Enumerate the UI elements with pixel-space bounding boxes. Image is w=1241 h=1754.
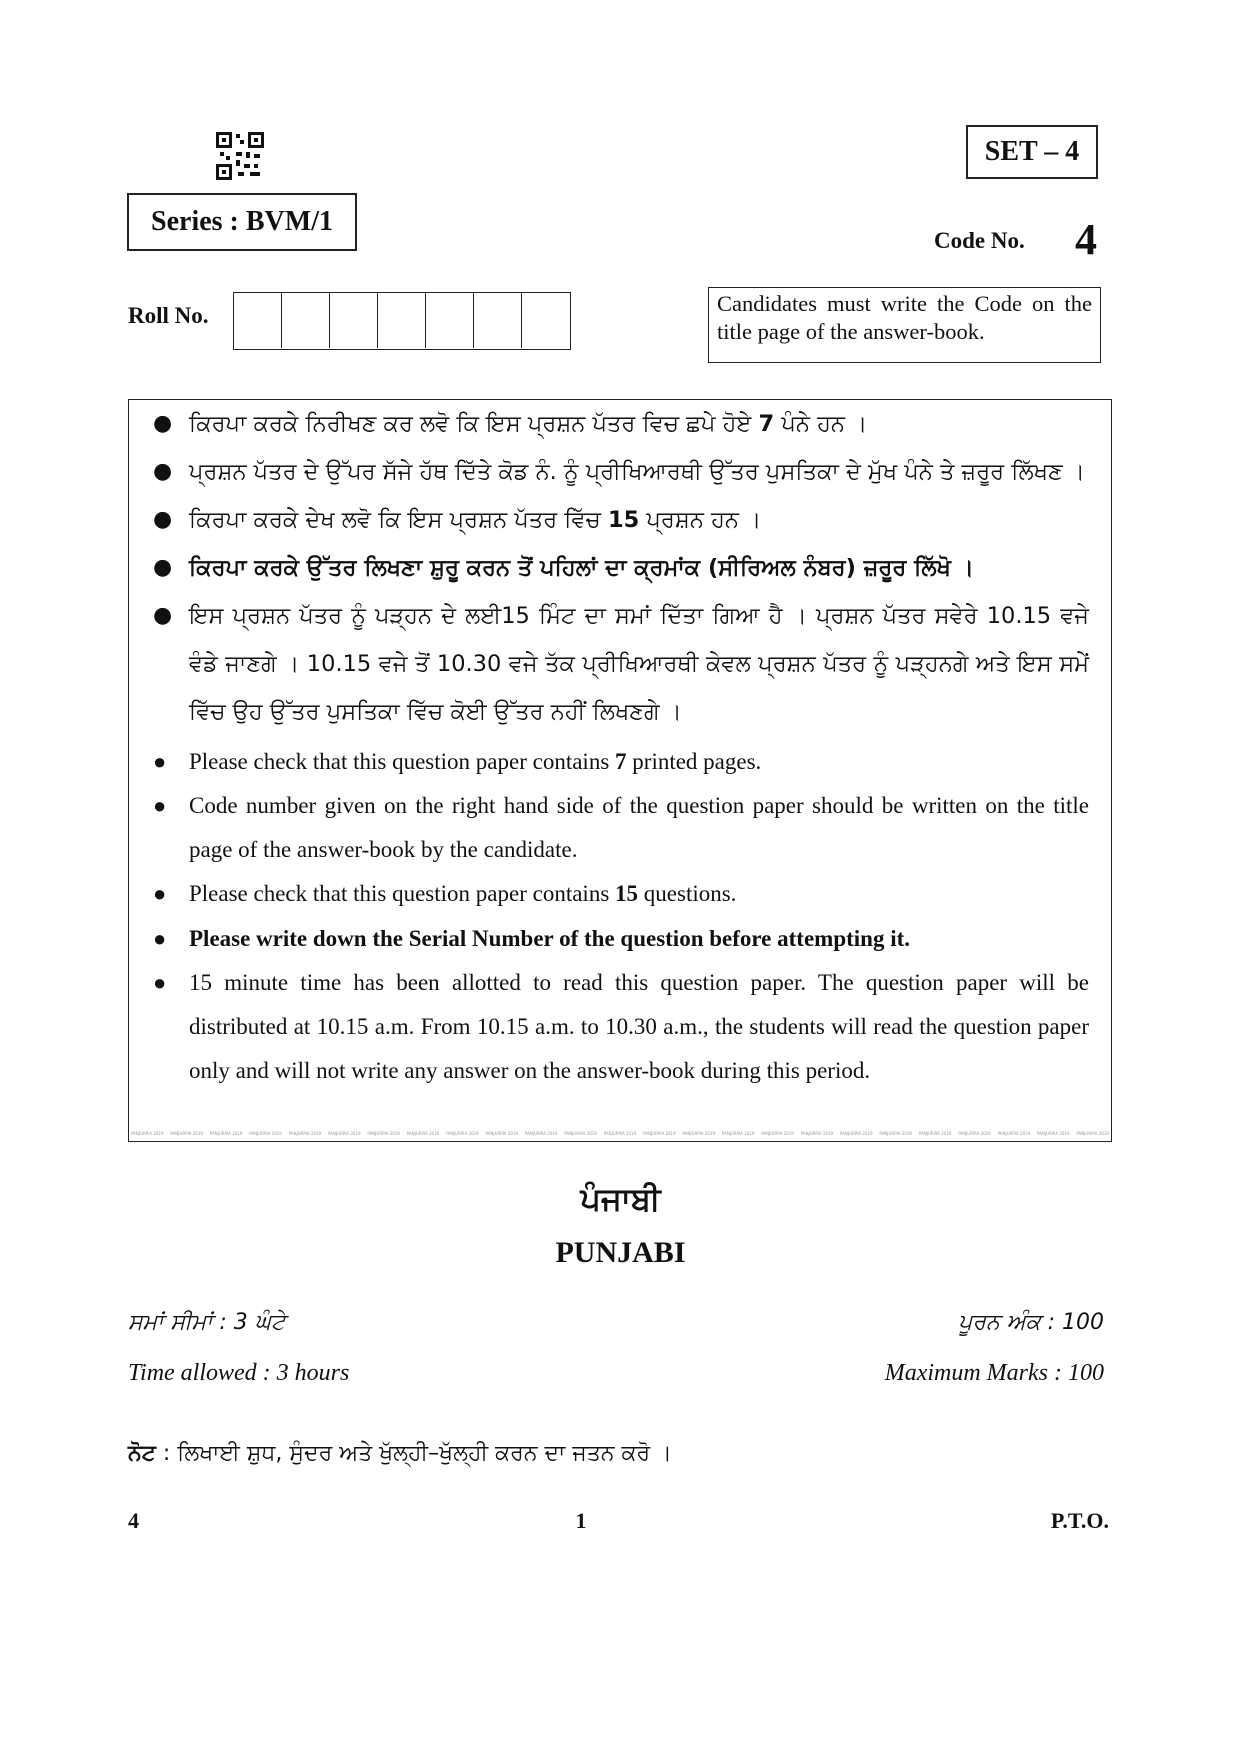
roll-cell[interactable] (426, 293, 474, 348)
bullet-icon: ● (153, 459, 173, 484)
watermark-text: PANJURPIA 2019 (367, 1131, 400, 1136)
watermark-text: PANJURPIA 2019 (643, 1131, 676, 1136)
roll-cell[interactable] (522, 293, 570, 348)
bullet-icon: ● (153, 881, 167, 906)
instruction-pa-2: ● ਪ੍ਰਸ਼ਨ ਪੱਤਰ ਦੇ ਉੱਪਰ ਸੱਜੇ ਹੱਥ ਦਿੱਤੇ ਕੋਡ ਨੰ. ਨੂੰ ਪ੍ਰੀਖਿਆਰਥੀ ਉੱਤਰ ਪੁਸਤਿਕਾ ਦੇ ਮੁੱਖ ਪੰਨੇ ਤੇ ਜ਼ਰੂਰ ਲਿੱਖਣ । (189, 450, 1089, 494)
roll-cell[interactable] (330, 293, 378, 348)
pto-label: P.T.O. (1050, 1508, 1109, 1533)
watermark-text: PANJURPIA 2019 (603, 1131, 637, 1136)
roll-cell[interactable] (234, 293, 282, 348)
instruction-pa-3: ● ਕਿਰਪਾ ਕਰਕੇ ਦੇਖ ਲਵੋ ਕਿ ਇਸ ਪ੍ਰਸ਼ਨ ਪੱਤਰ ਵਿੱਚ 15 ਪ੍ਰਸ਼ਨ ਹਨ । (189, 498, 1089, 542)
bullet-icon: ● (153, 411, 173, 436)
subject-title-punjabi: ਪੰਜਾਬੀ (580, 1180, 661, 1218)
watermark-text: PANJURPIA 2019 (1076, 1131, 1109, 1136)
series-label: Series : BVM/1 (127, 193, 357, 251)
roll-cell[interactable] (378, 293, 426, 348)
roll-number-boxes[interactable] (233, 292, 571, 350)
watermark-text: PANJURPIA 2019 (249, 1131, 282, 1136)
watermark-text: PANJURPIA 2019 (406, 1131, 440, 1136)
watermark-text: PANJURPIA 2019 (446, 1131, 479, 1136)
instructions-box (128, 399, 1112, 1142)
bullet-icon: ● (153, 793, 167, 818)
watermark-text: PANJURPIA 2019 (209, 1131, 243, 1136)
watermark-text: PANJURPIA 2019 (288, 1131, 322, 1136)
instruction-pa-4: ● ਕਿਰਪਾ ਕਰਕੇ ਉੱਤਰ ਲਿਖਣਾ ਸ਼ੁਰੂ ਕਰਨ ਤੋਂ ਪਹਿਲਾਂ ਦਾ ਕ੍ਰਮਾਂਕ (ਸੀਰਿਅਲ ਨੰਬਰ) ਜ਼ਰੂਰ ਲਿੱਖੋ । (189, 546, 1089, 590)
bullet-icon: ● (153, 970, 167, 995)
note (128, 1441, 672, 1466)
instruction-en-3: ● Please check that this question paper contains 15 questions. (189, 872, 1089, 916)
watermark-text: PANJURPIA 2019 (997, 1131, 1031, 1136)
qr-code-icon (216, 132, 264, 180)
footer-code: 4 (128, 1508, 139, 1533)
time-allowed-punjabi: ਸਮਾਂ ਸੀਮਾਂ : 3 ਘੰਟੇ (128, 1310, 286, 1335)
note-text: : ਲਿਖਾਈ ਸ਼ੁਧ, ਸੁੰਦਰ ਅਤੇ ਖੁੱਲ੍ਹੀ–ਖੁੱਲ੍ਹੀ ਕਰਨ ਦਾ ਜਤਨ ਕਰੋ । (155, 1441, 672, 1466)
watermark-text: PANJURPIA 2019 (800, 1131, 834, 1136)
bullet-icon: ● (153, 507, 173, 532)
max-marks-punjabi: ਪੂਰਨ ਅੰਕ : 100 (958, 1310, 1104, 1335)
time-allowed-english: Time allowed : 3 hours (128, 1360, 350, 1386)
subject-title-english: PUNJABI (555, 1236, 686, 1269)
watermark-text: PANJURPIA 2019 (1036, 1131, 1070, 1136)
watermark-strip (129, 1131, 1111, 1139)
max-marks-english: Maximum Marks : 100 (884, 1360, 1104, 1386)
page-number: 1 (575, 1508, 587, 1533)
watermark-text: PANJURPIA 2019 (327, 1131, 361, 1136)
roll-label: Roll No. (128, 303, 209, 328)
watermark-text: PANJURPIA 2019 (958, 1131, 991, 1136)
bullet-icon: ● (153, 603, 173, 628)
watermark-text: PANJURPIA 2019 (918, 1131, 952, 1136)
instruction-en-2: ● Code number given on the right hand side of the question paper should be written on the title page of the answer-book by the candidate. (189, 784, 1089, 872)
code-value: 4 (1075, 215, 1097, 264)
watermark-text: PANJURPIA 2019 (879, 1131, 912, 1136)
watermark-text: PANJURPIA 2019 (564, 1131, 597, 1136)
bullet-icon: ● (153, 749, 167, 774)
watermark-text: PANJURPIA 2019 (485, 1131, 519, 1136)
note-label: ਨੋਟ (128, 1441, 156, 1466)
watermark-text: PANJURPIA 2019 (721, 1131, 755, 1136)
roll-cell[interactable] (474, 293, 522, 348)
roll-cell[interactable] (282, 293, 330, 348)
watermark-text: PANJURPIA 2019 (170, 1131, 203, 1136)
watermark-text: PANJURPIA 2019 (131, 1131, 164, 1136)
instruction-en-1: ● Please check that this question paper contains 7 printed pages. (189, 740, 1089, 784)
bullet-icon: ● (153, 926, 167, 951)
bullet-icon: ● (153, 555, 173, 580)
candidate-note: Candidates must write the Code on the title page of the answer-book. (708, 287, 1101, 363)
code-label: Code No. (934, 228, 1025, 253)
watermark-text: PANJURPIA 2019 (524, 1131, 558, 1136)
watermark-text: PANJURPIA 2019 (682, 1131, 716, 1136)
instruction-pa-5: ● ਇਸ ਪ੍ਰਸ਼ਨ ਪੱਤਰ ਨੂੰ ਪੜ੍ਹਨ ਦੇ ਲਈ15 ਮਿੰਟ ਦਾ ਸਮਾਂ ਦਿੱਤਾ ਗਿਆ ਹੈ । ਪ੍ਰਸ਼ਨ ਪੱਤਰ ਸਵੇਰੇ 10.15 ਵਜੇ ਵੰਡੇ ਜਾਣਗੇ । 10.15 ਵਜੇ ਤੋਂ 10.30 ਵਜੇ ਤੱਕ ਪ੍ਰੀਖਿਆਰਥੀ ਕੇਵਲ ਪ੍ਰਸ਼ਨ ਪੱਤਰ ਨੂੰ ਪੜ੍ਹਨਗੇ ਅਤੇ ਇਸ ਸਮੇਂ ਵਿੱਚ ਉਹ ਉੱਤਰ ਪੁਸਤਿਕਾ ਵਿੱਚ ਕੋਈ ਉੱਤਰ ਨਹੀਂ ਲਿਖਣਗੇ । (189, 592, 1089, 736)
set-number: SET – 4 (966, 125, 1098, 179)
instruction-en-5: ● 15 minute time has been allotted to read this question paper. The question paper will be distributed at 10.15 a.m. From 10.15 a.m. to 10.30 a.m., the students will read the question paper only and will not write any answer on the answer-book during this period. (189, 961, 1089, 1093)
watermark-text: PANJURPIA 2019 (840, 1131, 873, 1136)
instruction-en-4: ● Please write down the Serial Number of the question before attempting it. (189, 917, 1089, 961)
watermark-text: PANJURPIA 2019 (761, 1131, 794, 1136)
instruction-pa-1: ● ਕਿਰਪਾ ਕਰਕੇ ਨਿਰੀਖਣ ਕਰ ਲਵੋ ਕਿ ਇਸ ਪ੍ਰਸ਼ਨ ਪੱਤਰ ਵਿਚ ਛਪੇ ਹੋਏ 7 ਪੰਨੇ ਹਨ । (189, 402, 1089, 446)
